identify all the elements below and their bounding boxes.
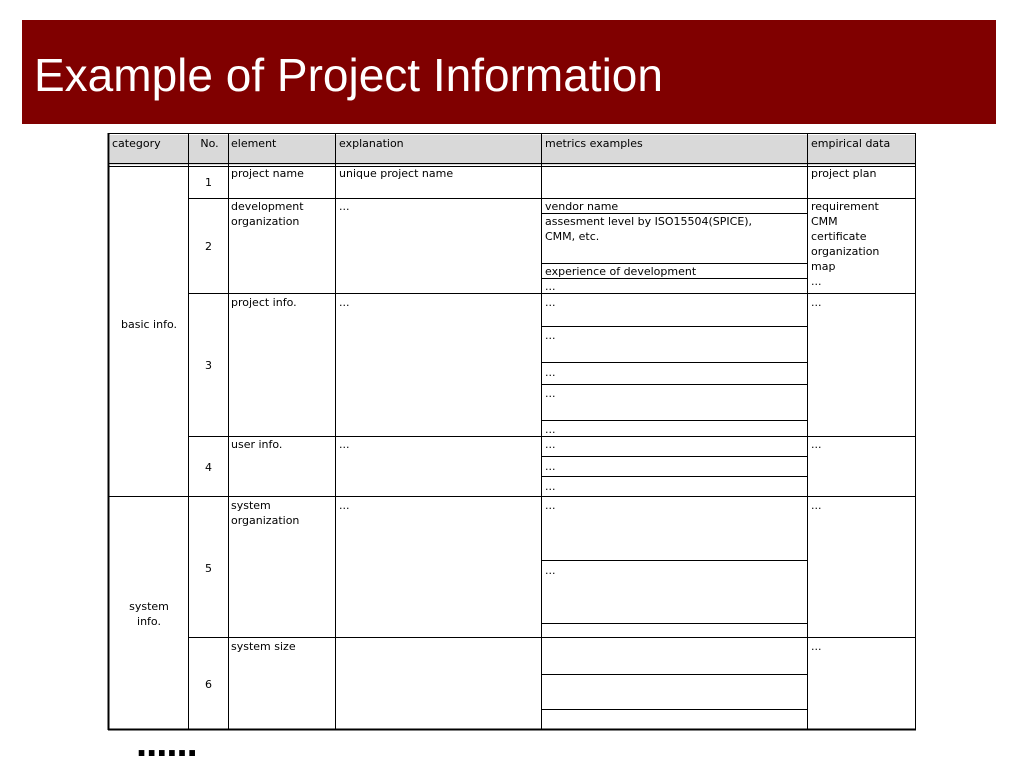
header-metrics: metrics examples [543, 135, 809, 165]
row-number: 6 [205, 678, 212, 691]
empirical-data: project plan [811, 167, 877, 180]
slide-title: Example of Project Information [34, 49, 663, 101]
header-category: category [110, 135, 190, 165]
metric-example: ... [545, 438, 556, 451]
metric-example: ... [545, 480, 556, 493]
explanation-text: ... [339, 296, 350, 309]
metric-example: ... [545, 499, 556, 512]
explanation-text: ... [339, 499, 350, 512]
empirical-data: ... [811, 640, 822, 653]
metric-example: ... [545, 296, 556, 309]
element-label: system size [231, 640, 296, 653]
element-label: development organization [231, 200, 304, 228]
metric-example: ... [545, 423, 556, 436]
metric-example: ... [545, 280, 556, 293]
header-explanation: explanation [337, 135, 543, 165]
category-system-info: system info. [129, 600, 169, 628]
empirical-data: ... [811, 438, 822, 451]
element-label: project info. [231, 296, 297, 309]
header-element: element [229, 135, 337, 165]
metric-example: vendor name [545, 200, 619, 213]
metric-example: ... [545, 460, 556, 473]
metric-example: ... [545, 366, 556, 379]
header-empirical: empirical data [809, 135, 916, 165]
empirical-data: ... [811, 296, 822, 309]
row-number: 4 [205, 461, 212, 474]
metric-example: ... [545, 329, 556, 342]
element-label: system organization [231, 499, 300, 527]
header-no: No. [189, 135, 230, 165]
metric-example: assesment level by ISO15504(SPICE), CMM, etc. [545, 215, 753, 243]
explanation-text: unique project name [339, 167, 454, 180]
explanation-text: ... [339, 200, 350, 213]
explanation-text: ... [339, 438, 350, 451]
row-number: 2 [205, 240, 212, 253]
row-number: 3 [205, 359, 212, 372]
row-number: 1 [205, 176, 212, 189]
element-label: project name [231, 167, 304, 180]
category-basic-info: basic info. [121, 318, 177, 331]
metric-example: ... [545, 387, 556, 400]
continuation-ellipsis: ...... [136, 721, 197, 765]
element-label: user info. [231, 438, 283, 451]
empirical-data: ... [811, 499, 822, 512]
row-number: 5 [205, 562, 212, 575]
metric-example: ... [545, 564, 556, 577]
empirical-data: requirement CMM certificate organization map ... [811, 200, 880, 288]
metric-example: experience of development [545, 265, 697, 278]
